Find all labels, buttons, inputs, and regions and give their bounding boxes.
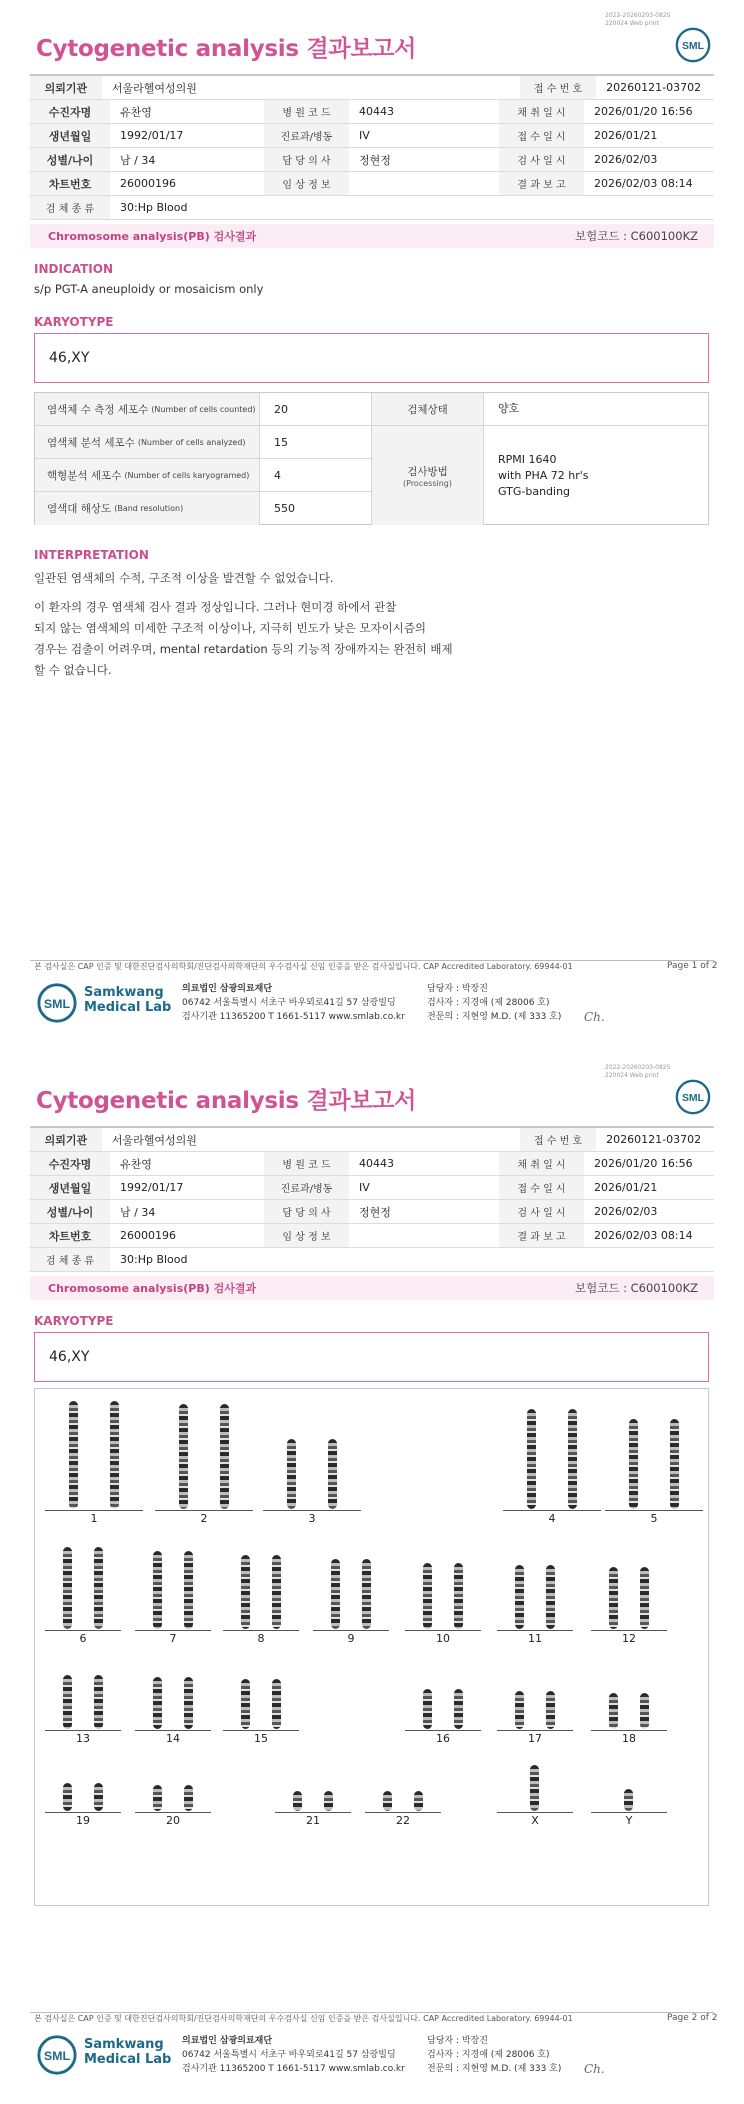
chromosome (568, 1409, 577, 1509)
dob-label: 생년월일 (30, 124, 110, 147)
pair-baseline (45, 1510, 143, 1511)
dept-value: IV (359, 129, 370, 142)
chromosome (324, 1791, 333, 1811)
chromosome (515, 1691, 524, 1729)
result-band-label: Chromosome analysis(PB) 검사결과 (48, 1282, 257, 1295)
info-row (30, 1152, 714, 1176)
collect-label: 채 취 일 시 (499, 100, 584, 123)
pair-baseline (155, 1510, 253, 1511)
sml-logo-icon (674, 26, 712, 64)
chromosome (670, 1419, 679, 1509)
pair-baseline (591, 1630, 667, 1631)
ward-code-label: 병 원 코 드 (264, 1152, 349, 1175)
chromosome-pair-y (591, 1747, 667, 1827)
chromosome-pair-12 (591, 1527, 667, 1645)
lab-org: 의료법인 삼광의료재단 (182, 984, 273, 994)
chromosome (546, 1565, 555, 1629)
pair-baseline (605, 1510, 703, 1511)
accreditation-note: 본 검사실은 CAP 인증 및 대한진단검사의학회/진단검사의학재단의 우수검사실 신임 인증을 받은 검사실입니다. CAP Accredited Laboratory. 69944-01 (34, 962, 573, 971)
chromosome (63, 1547, 72, 1629)
patient-label: 수진자명 (30, 100, 110, 123)
sex-value: 남 / 34 (120, 153, 156, 167)
chromosome-pair-9 (313, 1527, 389, 1645)
lab-name-line: Medical Lab (84, 1000, 172, 1015)
band-resolution-value: 550 (259, 492, 371, 525)
karyotype-result: 46,XY (49, 350, 90, 366)
lab-name-line: Samkwang (84, 985, 164, 1000)
lab-address (182, 2034, 405, 2076)
interpretation-line: 할 수 없습니다. (34, 663, 112, 677)
received-label: 접 수 일 시 (499, 124, 584, 147)
chromosome (153, 1785, 162, 1811)
chromosome-label: 15 (254, 1732, 268, 1745)
specimen-value: 30:Hp Blood (120, 1253, 188, 1266)
chromosome (184, 1677, 193, 1729)
lab-contact: 검사기관 11365200 T 1661-5117 www.smlab.co.kr (182, 2064, 405, 2074)
indication-heading: INDICATION (34, 262, 113, 276)
dob-label: 생년월일 (30, 1176, 110, 1199)
chromosome-pair-6 (45, 1527, 121, 1645)
chromosome (414, 1791, 423, 1811)
chromosome (527, 1409, 536, 1509)
pair-baseline (223, 1630, 299, 1631)
result-band-label: Chromosome analysis(PB) 검사결과 (48, 230, 257, 243)
chart-no-label: 차트번호 (30, 172, 110, 195)
pair-baseline (405, 1730, 481, 1731)
ward-code-label: 병 원 코 드 (264, 100, 349, 123)
lab-addr-line: 06742 서울특별시 서초구 바우뫼로41길 57 삼광빌딩 (182, 2050, 396, 2060)
chromosome-label: 16 (436, 1732, 450, 1745)
stamp-line: 2022-20260203-0825 (605, 12, 671, 19)
chromosome (423, 1563, 432, 1629)
print-stamp (605, 12, 670, 28)
logo-text: SML (43, 996, 71, 1011)
logo-text: SML (681, 40, 705, 52)
cells-karyogramed-label (35, 459, 259, 492)
chromosome-pair-15 (223, 1647, 299, 1745)
requester-value: 서울라헬여성의원 (111, 81, 197, 95)
cells-analyzed-label-en: (Number of cells analyzed) (137, 437, 246, 447)
signatory-line: 검사자 : 지경애 (제 28006 호) (427, 998, 550, 1008)
chromosome (609, 1567, 618, 1629)
chromosome-label: 12 (622, 1632, 636, 1645)
info-row (30, 172, 714, 196)
chromosome-pair-10 (405, 1527, 481, 1645)
chromosome (454, 1689, 463, 1729)
cells-counted-value: 20 (259, 393, 371, 426)
pair-baseline (45, 1630, 121, 1631)
info-row (30, 148, 714, 172)
specimen-status-label-text: 검체상태 (407, 403, 448, 416)
pair-baseline (591, 1730, 667, 1731)
chromosome (110, 1401, 119, 1509)
specimen-value: 30:Hp Blood (120, 201, 188, 214)
chromosome-label: 14 (166, 1732, 180, 1745)
karyogram-figure (34, 1388, 709, 1906)
insurance-code: 보험코드 : C600100KZ (575, 229, 698, 243)
chromosome (63, 1783, 72, 1811)
cells-karyogramed-value: 4 (259, 459, 371, 492)
page-number: Page 1 of 2 (667, 961, 718, 971)
karyotype-heading: KARYOTYPE (34, 1314, 114, 1328)
lab-name-line: Medical Lab (84, 2052, 172, 2067)
specimen-status-value-text: 양호 (498, 402, 520, 415)
dept-label: 진료과/병동 (264, 1176, 349, 1199)
chromosome-pair-19 (45, 1747, 121, 1827)
chromosome (94, 1547, 103, 1629)
received-label: 접 수 일 시 (499, 1176, 584, 1199)
chromosome-label: 2 (200, 1512, 208, 1525)
info-row (30, 1128, 714, 1152)
chromosome (640, 1693, 649, 1729)
chromosome (331, 1559, 340, 1629)
cells-karyogramed-label-ko: 핵형분석 세포수 (47, 469, 122, 482)
pair-baseline (135, 1730, 211, 1731)
chromosome-pair-2 (155, 1397, 253, 1525)
result-band (30, 224, 714, 248)
chromosome (94, 1783, 103, 1811)
lab-name (84, 985, 171, 1015)
lab-contact: 검사기관 11365200 T 1661-5117 www.smlab.co.kr (182, 1012, 405, 1022)
reported-value: 2026/02/03 08:14 (594, 177, 693, 190)
accreditation-note: 본 검사실은 CAP 인증 및 대한진단검사의학회/진단검사의학재단의 우수검사실 신임 인증을 받은 검사실입니다. CAP Accredited Laboratory. 69944-01 (34, 2014, 573, 2023)
handwritten-signature: Ch. (584, 1010, 605, 1024)
clinical-value (349, 172, 499, 195)
processing-value (483, 426, 709, 525)
specimen-label: 검 체 종 류 (30, 1248, 110, 1271)
band-resolution-label-ko: 염색대 해상도 (47, 503, 112, 515)
processing-line: RPMI 1640 (498, 452, 557, 466)
processing-label-ko: 검사방법 (407, 465, 448, 478)
pair-baseline (313, 1630, 389, 1631)
stamp-line: 2022-20260203-0825 (605, 1064, 671, 1071)
chromosome-pair-20 (135, 1747, 211, 1827)
chart-no-value: 26000196 (120, 1229, 176, 1242)
chromosome-label: 8 (257, 1632, 265, 1645)
karyotype-heading: KARYOTYPE (34, 315, 114, 329)
lab-name-line: Samkwang (84, 2037, 164, 2052)
chromosome-pair-1 (45, 1397, 143, 1525)
chromosome-label: 21 (306, 1814, 320, 1827)
pair-baseline (223, 1730, 299, 1731)
reported-label: 결 과 보 고 (499, 172, 584, 195)
requester-value: 서울라헬여성의원 (111, 1133, 197, 1147)
interpretation-line: 이 환자의 경우 염색체 검사 결과 정상입니다. 그러나 현미경 하에서 관찰 (34, 600, 397, 614)
pair-baseline (135, 1812, 211, 1813)
dept-label: 진료과/병동 (264, 124, 349, 147)
collect-value: 2026/01/20 16:56 (594, 1157, 693, 1170)
print-stamp (605, 1064, 670, 1080)
chromosome-pair-18 (591, 1647, 667, 1745)
received-value: 2026/01/21 (594, 129, 658, 142)
pair-baseline (503, 1510, 601, 1511)
specimen-status-label (371, 393, 483, 426)
info-row (30, 1200, 714, 1224)
pair-baseline (45, 1730, 121, 1731)
signatory-line: 검사자 : 지경애 (제 28006 호) (427, 2050, 550, 2060)
info-row (30, 1224, 714, 1248)
doctor-value: 정현정 (359, 1205, 391, 1219)
chromosome-label: 13 (76, 1732, 90, 1745)
chromosome-label: 19 (76, 1814, 90, 1827)
pair-baseline (405, 1630, 481, 1631)
chromosome (515, 1565, 524, 1629)
sex-label: 성별/나이 (30, 148, 110, 171)
sml-logo-icon (674, 1078, 712, 1116)
cell-count-table (34, 392, 709, 525)
processing-label (371, 426, 483, 525)
chromosome (184, 1785, 193, 1811)
reported-value: 2026/02/03 08:14 (594, 1229, 693, 1242)
chromosome (362, 1559, 371, 1629)
info-row (30, 1176, 714, 1200)
chromosome-label: 10 (436, 1632, 450, 1645)
interpretation-paragraph (34, 597, 694, 681)
reported-label: 결 과 보 고 (499, 1224, 584, 1247)
sex-label: 성별/나이 (30, 1200, 110, 1223)
pair-baseline (45, 1812, 121, 1813)
signatories (427, 982, 561, 1024)
requester-label: 의뢰기관 (30, 76, 102, 99)
chromosome (624, 1789, 633, 1811)
stamp-line: 220024 Web print (605, 1072, 659, 1079)
chromosome (241, 1555, 250, 1629)
logo-text: SML (43, 2048, 71, 2063)
report-title: Cytogenetic analysis 결과보고서 (36, 1088, 417, 1114)
clinical-label: 임 상 정 보 (264, 172, 349, 195)
chromosome-label: 3 (308, 1512, 316, 1525)
samkwang-logo-icon (36, 2034, 78, 2076)
chromosome-label: 18 (622, 1732, 636, 1745)
received-value: 2026/01/21 (594, 1181, 658, 1194)
receipt-no-value: 20260121-03702 (606, 1133, 702, 1146)
cells-analyzed-label-ko: 염색체 분석 세포수 (47, 436, 135, 449)
doctor-label: 담 당 의 사 (264, 148, 349, 171)
chromosome-label: 20 (166, 1814, 180, 1827)
info-row (30, 1248, 714, 1272)
insurance-code: 보험코드 : C600100KZ (575, 1281, 698, 1295)
doctor-label: 담 당 의 사 (264, 1200, 349, 1223)
patient-label: 수진자명 (30, 1152, 110, 1175)
lab-address (182, 982, 405, 1024)
interpretation-line: 경우는 검출이 어려우며, mental retardation 등의 기능적 장애까지는 완전히 배제 (34, 642, 453, 656)
band-resolution-label-en: (Band resolution) (114, 504, 184, 513)
chart-no-label: 차트번호 (30, 1224, 110, 1247)
cells-analyzed-label (35, 426, 259, 459)
chromosome (272, 1679, 281, 1729)
pair-baseline (497, 1630, 573, 1631)
chromosome (220, 1404, 229, 1509)
cells-counted-label (35, 393, 259, 426)
chromosome-label: X (531, 1814, 539, 1827)
chromosome (383, 1791, 392, 1811)
chromosome (287, 1439, 296, 1509)
cells-analyzed-value: 15 (259, 426, 371, 459)
signatory-line: 전문의 : 지현영 M.D. (제 333 호) (427, 2064, 562, 2074)
chart-no-value: 26000196 (120, 177, 176, 190)
chromosome-pair-7 (135, 1527, 211, 1645)
chromosome (241, 1679, 250, 1729)
chromosome (69, 1401, 78, 1509)
chromosome (153, 1551, 162, 1629)
chromosome-label: 9 (347, 1632, 355, 1645)
logo-text: SML (681, 1092, 705, 1104)
result-band (30, 1276, 714, 1300)
patient-info-table (30, 1126, 714, 1272)
specimen-status-value (483, 393, 709, 426)
stamp-line: 220024 Web print (605, 20, 659, 27)
chromosome (640, 1567, 649, 1629)
chromosome-label: 17 (528, 1732, 542, 1745)
tested-label: 검 사 일 시 (499, 1200, 584, 1223)
info-row (30, 76, 714, 100)
interpretation-text (34, 568, 694, 681)
chromosome-label: 1 (90, 1512, 98, 1525)
chromosome (609, 1693, 618, 1729)
chromosome (179, 1404, 188, 1509)
doctor-value: 정현정 (359, 153, 391, 167)
signatory-line: 담당자 : 박장진 (427, 2036, 488, 2046)
tested-value: 2026/02/03 (594, 1205, 658, 1218)
info-row (30, 124, 714, 148)
karyotype-result-box (34, 333, 709, 383)
sex-value: 남 / 34 (120, 1205, 156, 1219)
clinical-value (349, 1224, 499, 1247)
chromosome (94, 1675, 103, 1729)
chromosome-pair-22 (365, 1747, 441, 1827)
chromosome-label: 7 (169, 1632, 177, 1645)
chromosome-pair-21 (275, 1747, 351, 1827)
pair-baseline (135, 1630, 211, 1631)
pair-baseline (365, 1812, 441, 1813)
chromosome-pair-17 (497, 1647, 573, 1745)
specimen-label: 검 체 종 류 (30, 196, 110, 219)
tested-label: 검 사 일 시 (499, 148, 584, 171)
interpretation-paragraph: 일관된 염색체의 수적, 구조적 이상을 발견할 수 없었습니다. (34, 571, 334, 585)
signatories (427, 2034, 561, 2076)
patient-value: 유찬영 (120, 1157, 152, 1171)
chromosome (629, 1419, 638, 1509)
lab-addr-line: 06742 서울특별시 서초구 바우뫼로41길 57 삼광빌딩 (182, 998, 396, 1008)
ward-code-value: 40443 (359, 105, 394, 118)
chromosome-pair-11 (497, 1527, 573, 1645)
chromosome (546, 1691, 555, 1729)
receipt-no-label: 접 수 번 호 (520, 76, 596, 99)
processing-line: GTG-banding (498, 484, 571, 498)
collect-label: 채 취 일 시 (499, 1152, 584, 1175)
chromosome (328, 1439, 337, 1509)
chromosome (293, 1791, 302, 1811)
info-row (30, 100, 714, 124)
patient-info-table (30, 74, 714, 220)
chromosome (153, 1677, 162, 1729)
chromosome-pair-13 (45, 1647, 121, 1745)
chromosome-pair-14 (135, 1647, 211, 1745)
chromosome-label: 4 (548, 1512, 556, 1525)
band-resolution-label (35, 492, 259, 525)
pair-baseline (263, 1510, 361, 1511)
pair-baseline (275, 1812, 351, 1813)
info-row (30, 196, 714, 220)
processing-label-en: (Processing) (403, 478, 452, 488)
ward-code-value: 40443 (359, 1157, 394, 1170)
interpretation-heading: INTERPRETATION (34, 548, 149, 562)
requester-label: 의뢰기관 (30, 1128, 102, 1151)
karyotype-result-box (34, 1332, 709, 1382)
chromosome-label: 11 (528, 1632, 542, 1645)
chromosome-label: Y (625, 1814, 633, 1827)
chromosome (423, 1689, 432, 1729)
pair-baseline (591, 1812, 667, 1813)
pair-baseline (497, 1812, 573, 1813)
page-number: Page 2 of 2 (667, 2013, 718, 2023)
chromosome-label: 6 (79, 1632, 87, 1645)
chromosome-pair-x (497, 1747, 573, 1827)
chromosome (184, 1551, 193, 1629)
cells-counted-label-ko: 염색체 수 측정 세포수 (47, 403, 149, 416)
cells-counted-label-en: (Number of cells counted) (151, 404, 256, 414)
cells-karyogramed-label-en: (Number of cells karyogramed) (124, 470, 250, 480)
karyotype-result: 46,XY (49, 1349, 90, 1365)
pair-baseline (497, 1730, 573, 1731)
lab-name (84, 2037, 171, 2067)
patient-value: 유찬영 (120, 105, 152, 119)
handwritten-signature: Ch. (584, 2062, 605, 2076)
chromosome-pair-4 (503, 1397, 601, 1525)
report-title: Cytogenetic analysis 결과보고서 (36, 36, 417, 62)
receipt-no-label: 접 수 번 호 (520, 1128, 596, 1151)
chromosome-pair-16 (405, 1647, 481, 1745)
dob-value: 1992/01/17 (120, 129, 184, 142)
signatory-line: 담당자 : 박장진 (427, 984, 488, 994)
indication-text: s/p PGT-A aneuploidy or mosaicism only (34, 282, 264, 296)
chromosome (272, 1555, 281, 1629)
signatory-line: 전문의 : 지현영 M.D. (제 333 호) (427, 1012, 562, 1022)
collect-value: 2026/01/20 16:56 (594, 105, 693, 118)
samkwang-logo-icon (36, 982, 78, 1024)
lab-org: 의료법인 삼광의료재단 (182, 2036, 273, 2046)
dob-value: 1992/01/17 (120, 1181, 184, 1194)
clinical-label: 임 상 정 보 (264, 1224, 349, 1247)
processing-line: with PHA 72 hr's (498, 468, 589, 482)
chromosome-label: 22 (396, 1814, 410, 1827)
chromosome (530, 1765, 539, 1811)
chromosome (63, 1675, 72, 1729)
chromosome (454, 1563, 463, 1629)
interpretation-line: 되지 않는 염색체의 미세한 구조적 이상이나, 지극히 빈도가 낮은 모자이시즘의 (34, 621, 427, 635)
chromosome-label: 5 (650, 1512, 658, 1525)
chromosome-pair-3 (263, 1397, 361, 1525)
tested-value: 2026/02/03 (594, 153, 658, 166)
chromosome-pair-5 (605, 1397, 703, 1525)
chromosome-pair-8 (223, 1527, 299, 1645)
dept-value: IV (359, 1181, 370, 1194)
receipt-no-value: 20260121-03702 (606, 81, 702, 94)
